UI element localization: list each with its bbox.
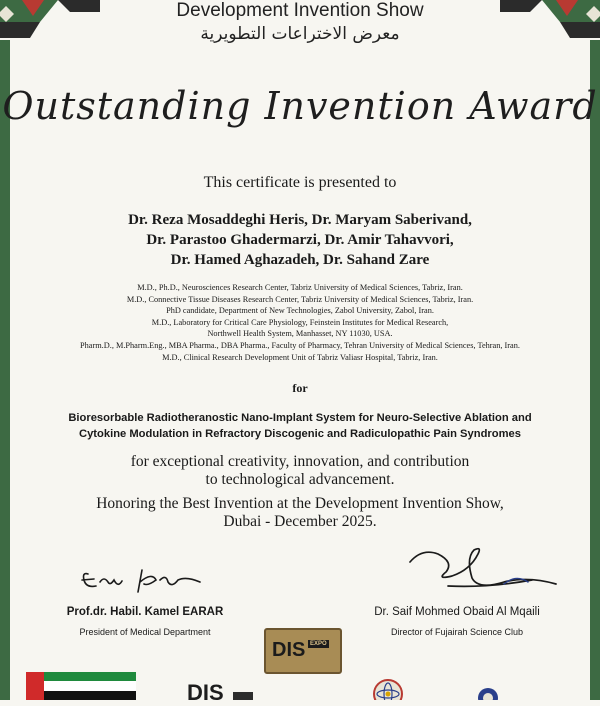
show-name-arabic: معرض الاختراعات التطويرية: [200, 24, 400, 44]
recipient-line: Dr. Hamed Aghazadeh, Dr. Sahand Zare: [170, 252, 430, 268]
uae-flag-icon: [26, 672, 136, 700]
for-label: for: [292, 381, 308, 395]
science-club-emblem-icon: [358, 670, 418, 700]
presented-line: This certificate is presented to: [203, 174, 397, 191]
affiliation-line: M.D., Connective Tissue Diseases Research Center, Tabriz University of Medical Sciences, Tabriz, Iran.: [126, 294, 474, 304]
signatory-right-title: Director of Fujairah Science Club: [390, 627, 524, 637]
signature-right: [408, 542, 568, 598]
affiliation-line: Pharm.D., M.Pharm.Eng., MBA Pharma., DBA Pharma., Faculty of Pharmacy, Tehran University of Medical Sciences, Tehran, Iran.: [80, 340, 520, 350]
affiliation-line: Northwell Health System, Manhasset, NY 11030, USA.: [207, 329, 393, 339]
recipient-names: [0, 210, 600, 270]
stamp-main-text: DIS: [272, 639, 306, 661]
show-name: Development Invention Show: [176, 0, 424, 21]
signatory-left-name: Prof.dr. Habil. Kamel EARAR: [66, 606, 224, 618]
citation-line: Honoring the Best Invention at the Development Invention Show,: [96, 495, 504, 512]
citation-line: for exceptional creativity, innovation, and contribution: [130, 453, 470, 470]
invention-title-line: Cytokine Modulation in Refractory Discogenic and Radiculopathic Pain Syndromes: [79, 428, 521, 440]
citation-contribution: [0, 453, 600, 489]
affiliations: [0, 282, 600, 363]
dis-expo-stamp: [264, 628, 342, 674]
dis-logo-bar: [233, 692, 253, 700]
signature-left: [60, 566, 220, 596]
invention-title: [0, 410, 600, 442]
citation-line: Dubai - December 2025.: [223, 513, 377, 530]
signatory-right-name: Dr. Saif Mohmed Obaid Al Mqaili: [374, 606, 540, 618]
award-title: Outstanding Invention Award: [2, 84, 598, 128]
affiliation-line: M.D., Ph.D., Neurosciences Research Center, Tabriz University of Medical Sciences, Tabriz, Iran.: [137, 283, 463, 292]
invention-title-line: Bioresorbable Radiotheranostic Nano-Implant System for Neuro-Selective Ablation and: [68, 412, 532, 424]
affiliation-line: M.D., Clinical Research Development Unit of Tabriz Valiasr Hospital, Tabriz, Iran.: [162, 352, 438, 362]
citation-honor: [0, 495, 600, 531]
recipient-line: Dr. Parastoo Ghadermarzi, Dr. Amir Tahavvori,: [146, 232, 454, 248]
affiliation-line: PhD candidate, Department of New Technologies, Zabol University, Zabol, Iran.: [166, 306, 434, 316]
signatory-left-title: President of Medical Department: [79, 627, 211, 637]
citation-line: to technological advancement.: [205, 471, 395, 488]
affiliation-line: M.D., Laboratory for Critical Care Physiology, Feinstein Institutes for Medical Research,: [151, 317, 449, 327]
dis-logo: DIS: [187, 680, 224, 705]
stamp-sub-text: EXPO: [310, 641, 327, 647]
recipient-line: Dr. Reza Mosaddeghi Heris, Dr. Maryam Saberivand,: [128, 212, 472, 228]
partner-logo-icon: [476, 684, 500, 700]
